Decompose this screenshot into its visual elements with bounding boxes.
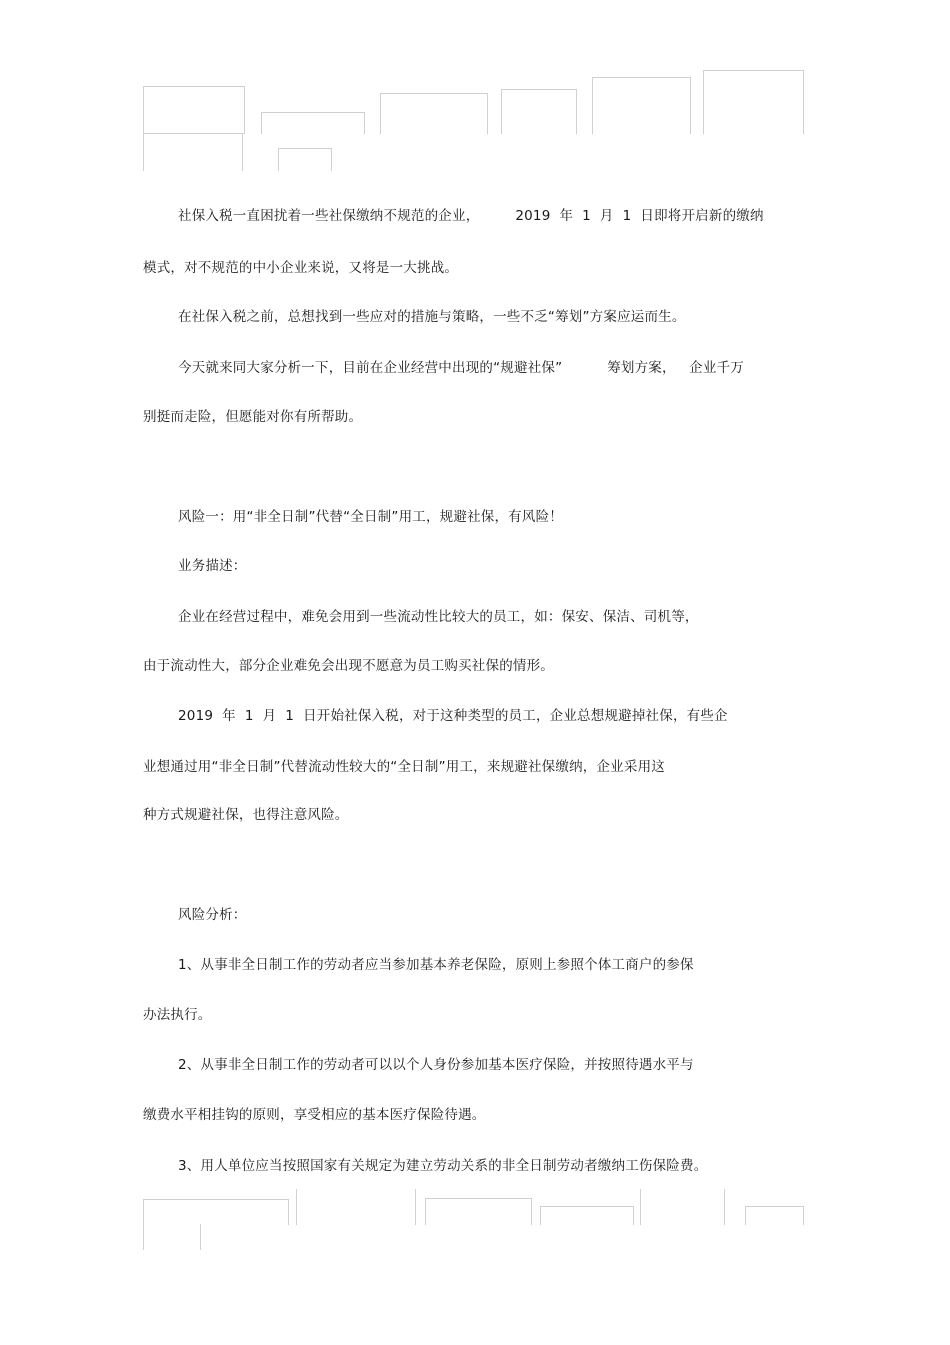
paragraph-line: 2、从事非全日制工作的劳动者可以以个人身份参加基本医疗保险，并按照待遇水平与 xyxy=(178,1057,694,1073)
decorative-frame xyxy=(143,1199,289,1225)
decorative-frame xyxy=(592,77,691,134)
paragraph-line: 1、从事非全日制工作的劳动者应当参加基本养老保险，原则上参照个体工商户的参保 xyxy=(178,957,694,973)
paragraph-line: 别挺而走险，但愿能对你有所帮助。 xyxy=(143,409,363,425)
decorative-frame xyxy=(703,70,804,134)
decorative-frame xyxy=(296,1189,416,1225)
paragraph-line: 缴费水平相挂钩的原则，享受相应的基本医疗保险待遇。 xyxy=(143,1107,486,1123)
paragraph-line: 3、用人单位应当按照国家有关规定为建立劳动关系的非全日制劳动者缴纳工伤保险费。 xyxy=(178,1158,708,1174)
section-heading: 风险分析： xyxy=(178,907,247,923)
section-heading: 业务描述： xyxy=(178,558,247,574)
decorative-frame xyxy=(278,148,332,171)
decorative-frame xyxy=(261,112,365,134)
paragraph-line: 种方式规避社保，也得注意风险。 xyxy=(143,807,349,823)
paragraph-line: 业想通过用“非全日制”代替流动性较大的“全日制”用工，来规避社保缴纳，企业采用这 xyxy=(143,759,665,775)
section-heading: 风险一：用“非全日制”代替“全日制”用工，规避社保，有风险！ xyxy=(178,509,563,525)
decorative-frame xyxy=(501,89,577,134)
paragraph-line: 办法执行。 xyxy=(143,1007,212,1023)
decorative-frame xyxy=(143,86,245,134)
paragraph-line: 企业在经营过程中，难免会用到一些流动性比较大的员工，如：保安、保洁、司机等， xyxy=(178,609,699,625)
paragraph-line: 由于流动性大，部分企业难免会出现不愿意为员工购买社保的情形。 xyxy=(143,658,554,674)
decorative-frame xyxy=(745,1206,804,1225)
decorative-frame xyxy=(425,1198,532,1225)
paragraph-line: 社保入税一直困扰着一些社保缴纳不规范的企业， 2019 年 1 月 1 日即将开启新的缴纳 xyxy=(178,208,764,224)
paragraph-line: 今天就来同大家分析一下，目前在企业经营中出现的“规避社保” 筹划方案， 企业千万 xyxy=(178,360,744,376)
paragraph-line: 在社保入税之前，总想找到一些应对的措施与策略，一些不乏“筹划”方案应运而生。 xyxy=(178,309,686,325)
decorative-frame xyxy=(143,133,243,171)
decorative-frame xyxy=(540,1206,634,1225)
decorative-frame xyxy=(143,1224,201,1250)
paragraph-line: 模式，对不规范的中小企业来说，又将是一大挑战。 xyxy=(143,260,459,276)
decorative-frame xyxy=(380,93,488,134)
decorative-frame xyxy=(640,1189,725,1225)
paragraph-line: 2019 年 1 月 1 日开始社保入税，对于这种类型的员工，企业总想规避掉社保，有些企 xyxy=(178,708,728,724)
